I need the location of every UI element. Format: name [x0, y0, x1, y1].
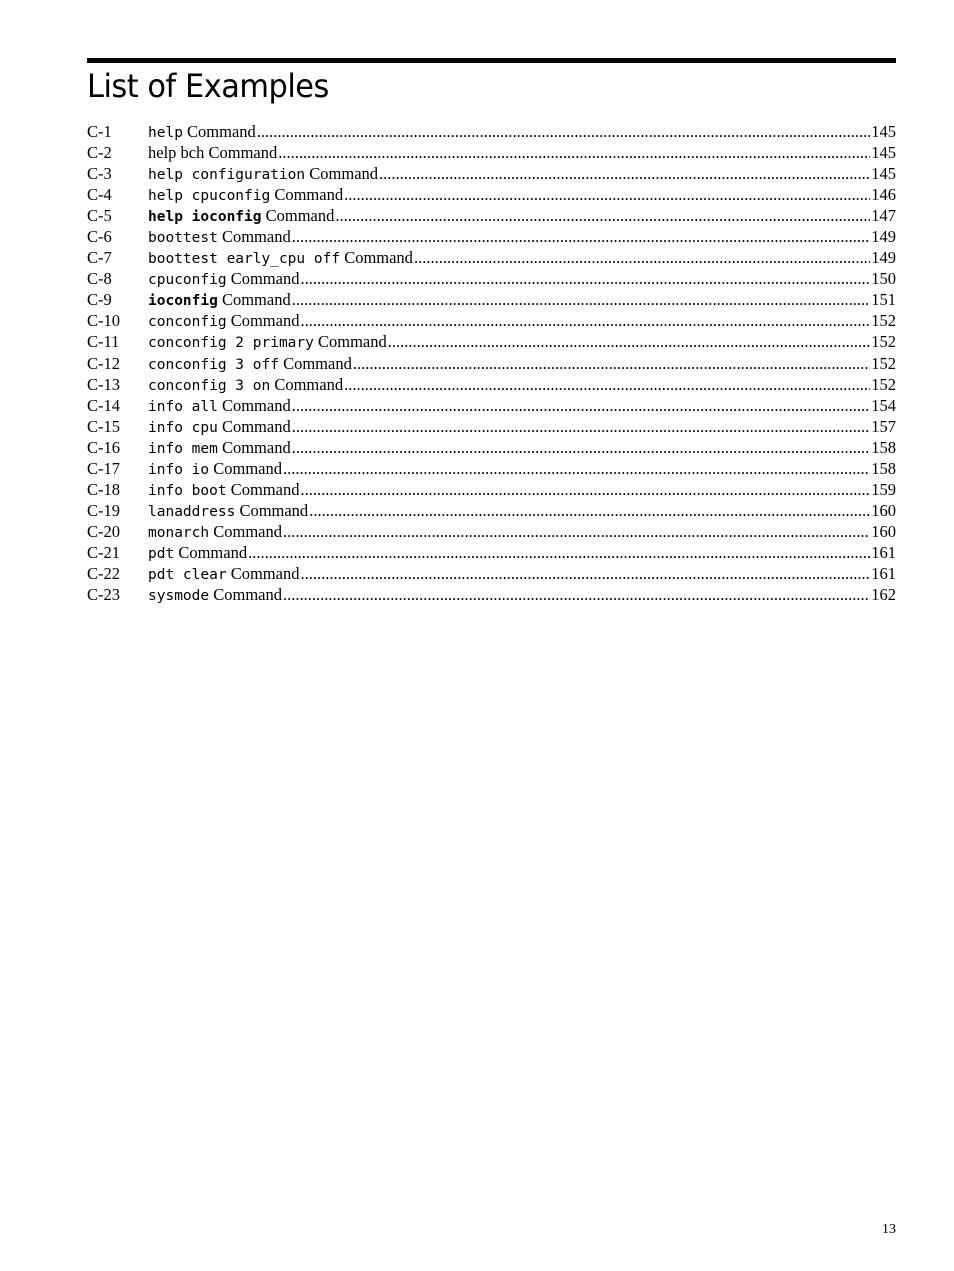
- example-entry[interactable]: [87, 354, 896, 375]
- example-command-code: conconfig 3 on: [148, 377, 271, 394]
- example-entry[interactable]: [87, 375, 896, 396]
- example-number: C-3: [87, 164, 112, 184]
- example-page-number[interactable]: 146: [871, 185, 896, 205]
- dot-leader: [300, 311, 870, 331]
- dot-leader: [278, 143, 870, 163]
- example-number: C-18: [87, 479, 120, 499]
- example-command-code: ioconfig: [148, 293, 218, 310]
- dot-leader: [283, 585, 870, 605]
- example-entry[interactable]: [87, 290, 896, 311]
- example-title-text: Command: [221, 395, 291, 415]
- example-title-text: Command: [239, 500, 309, 520]
- example-number: C-6: [87, 227, 112, 247]
- example-command-code: help cpuconfig: [148, 188, 271, 205]
- example-title[interactable]: [148, 396, 291, 416]
- example-title-text: Command: [213, 585, 282, 605]
- example-title[interactable]: [148, 185, 343, 205]
- dot-leader: [292, 438, 871, 458]
- example-entry[interactable]: [87, 311, 896, 332]
- example-page-number[interactable]: 154: [871, 395, 896, 415]
- example-entry[interactable]: [87, 522, 896, 543]
- example-title[interactable]: [148, 206, 334, 226]
- example-entry[interactable]: [87, 480, 896, 501]
- dot-leader: [309, 501, 870, 521]
- example-title[interactable]: [148, 501, 308, 521]
- example-entry[interactable]: [87, 543, 896, 564]
- example-title[interactable]: [148, 354, 352, 374]
- example-entry[interactable]: [87, 459, 896, 480]
- example-page-number[interactable]: 147: [871, 206, 896, 226]
- dot-leader: [292, 227, 871, 247]
- example-number: C-5: [87, 206, 112, 226]
- example-title[interactable]: [148, 543, 247, 563]
- example-entry[interactable]: [87, 143, 896, 164]
- dot-leader: [248, 543, 870, 563]
- example-title-text: help bch Command: [148, 143, 278, 163]
- dot-leader: [353, 354, 870, 374]
- example-entry[interactable]: [87, 417, 896, 438]
- example-title-text: Command: [283, 353, 352, 373]
- example-title[interactable]: [148, 290, 291, 310]
- example-page-number[interactable]: 158: [871, 458, 896, 478]
- dot-leader: [300, 480, 870, 500]
- example-command-code: info mem: [148, 440, 218, 457]
- example-page-number[interactable]: 160: [871, 500, 896, 520]
- example-title-text: Command: [221, 437, 291, 457]
- example-command-code: boottest early_cpu off: [148, 251, 341, 268]
- example-command-code: conconfig 2 primary: [148, 335, 314, 352]
- example-entry[interactable]: [87, 396, 896, 417]
- dot-leader: [300, 564, 870, 584]
- example-command-code: info cpu: [148, 419, 218, 436]
- dot-leader: [292, 417, 871, 437]
- example-title[interactable]: [148, 459, 282, 479]
- example-number: C-4: [87, 185, 112, 205]
- example-title-text: Command: [318, 332, 387, 352]
- example-number: C-21: [87, 542, 120, 562]
- example-entry[interactable]: [87, 332, 896, 353]
- example-page-number[interactable]: 152: [871, 374, 896, 394]
- example-command-code: pdt clear: [148, 566, 227, 583]
- example-title-text: Command: [178, 542, 248, 562]
- example-number: C-12: [87, 353, 120, 373]
- example-entry[interactable]: [87, 438, 896, 459]
- example-entry[interactable]: [87, 501, 896, 522]
- example-title[interactable]: [148, 248, 413, 268]
- dot-leader: [414, 248, 870, 268]
- example-title-text: Command: [230, 311, 300, 331]
- example-command-code: conconfig 3 off: [148, 356, 279, 373]
- example-title-text: Command: [274, 374, 344, 394]
- example-title-text: Command: [230, 479, 300, 499]
- example-command-code: help configuration: [148, 167, 306, 184]
- page-title: List of Examples: [87, 67, 329, 105]
- example-page-number[interactable]: 161: [871, 563, 896, 583]
- example-title[interactable]: [148, 585, 282, 605]
- example-entry[interactable]: [87, 269, 896, 290]
- example-title-text: Command: [309, 164, 379, 184]
- example-title-text: Command: [213, 521, 282, 541]
- example-number: C-8: [87, 269, 112, 289]
- example-title[interactable]: [148, 143, 277, 163]
- dot-leader: [283, 522, 870, 542]
- header-rule: [87, 58, 896, 63]
- dot-leader: [335, 206, 870, 226]
- example-number: C-17: [87, 458, 120, 478]
- example-entry[interactable]: [87, 227, 896, 248]
- dot-leader: [292, 290, 871, 310]
- example-number: C-10: [87, 311, 120, 331]
- example-page-number[interactable]: 161: [871, 542, 896, 562]
- example-title[interactable]: [148, 122, 256, 142]
- example-page-number[interactable]: 145: [871, 143, 896, 163]
- dot-leader: [257, 122, 870, 142]
- dot-leader: [388, 332, 871, 352]
- examples-list: [87, 122, 896, 606]
- example-page-number[interactable]: 151: [871, 290, 896, 310]
- example-title[interactable]: [148, 227, 291, 247]
- example-title[interactable]: [148, 480, 299, 500]
- example-page-number[interactable]: 149: [871, 227, 896, 247]
- example-page-number[interactable]: 160: [871, 521, 896, 541]
- example-page-number[interactable]: 152: [871, 332, 896, 352]
- example-title[interactable]: [148, 375, 343, 395]
- example-number: C-15: [87, 416, 120, 436]
- example-entry[interactable]: [87, 248, 896, 269]
- example-command-code: pdt: [148, 545, 175, 562]
- example-title[interactable]: [148, 564, 299, 584]
- example-command-code: help ioconfig: [148, 209, 262, 226]
- dot-leader: [292, 396, 871, 416]
- example-title-text: Command: [344, 248, 413, 268]
- example-entry[interactable]: [87, 164, 896, 185]
- example-number: C-7: [87, 248, 112, 268]
- example-title-text: Command: [230, 269, 300, 289]
- example-entry[interactable]: [87, 206, 896, 227]
- example-number: C-16: [87, 437, 120, 457]
- example-command-code: info all: [148, 398, 218, 415]
- example-title-text: Command: [230, 563, 300, 583]
- example-page-number[interactable]: 145: [871, 122, 896, 141]
- example-number: C-11: [87, 332, 120, 352]
- example-page-number[interactable]: 149: [871, 248, 896, 268]
- example-title-text: Command: [187, 122, 256, 141]
- example-title-text: Command: [221, 290, 291, 310]
- example-command-code: conconfig: [148, 314, 227, 331]
- example-page-number[interactable]: 157: [871, 416, 896, 436]
- example-number: C-9: [87, 290, 112, 310]
- example-title-text: Command: [221, 416, 291, 436]
- dot-leader: [344, 375, 870, 395]
- example-command-code: boottest: [148, 230, 218, 247]
- example-number: C-20: [87, 521, 120, 541]
- example-number: C-13: [87, 374, 120, 394]
- dot-leader: [344, 185, 870, 205]
- example-entry[interactable]: [87, 185, 896, 206]
- dot-leader: [300, 269, 870, 289]
- example-number: C-19: [87, 500, 120, 520]
- example-title[interactable]: [148, 417, 291, 437]
- example-entry[interactable]: [87, 122, 896, 143]
- example-command-code: info boot: [148, 482, 227, 499]
- example-page-number[interactable]: 162: [871, 585, 896, 605]
- example-page-number[interactable]: 152: [871, 353, 896, 373]
- example-command-code: cpuconfig: [148, 272, 227, 289]
- dot-leader: [379, 164, 870, 184]
- example-title[interactable]: [148, 522, 282, 542]
- example-entry[interactable]: [87, 564, 896, 585]
- example-command-code: sysmode: [148, 588, 210, 605]
- example-page-number[interactable]: 150: [871, 269, 896, 289]
- example-page-number[interactable]: 159: [871, 479, 896, 499]
- example-number: C-1: [87, 122, 112, 141]
- example-page-number[interactable]: 145: [871, 164, 896, 184]
- dot-leader: [283, 459, 870, 479]
- example-command-code: info io: [148, 461, 210, 478]
- example-page-number[interactable]: 158: [871, 437, 896, 457]
- page-number: 13: [882, 1222, 896, 1237]
- example-title[interactable]: [148, 438, 291, 458]
- example-title[interactable]: [148, 164, 378, 184]
- example-number: C-22: [87, 563, 120, 583]
- example-entry[interactable]: [87, 585, 896, 606]
- example-command-code: help: [148, 125, 183, 141]
- example-command-code: lanaddress: [148, 503, 236, 520]
- example-title-text: Command: [274, 185, 344, 205]
- example-number: C-14: [87, 395, 120, 415]
- example-title[interactable]: [148, 269, 299, 289]
- example-title[interactable]: [148, 311, 299, 331]
- example-number: C-23: [87, 585, 120, 605]
- example-page-number[interactable]: 152: [871, 311, 896, 331]
- example-title-text: Command: [221, 227, 291, 247]
- example-command-code: monarch: [148, 524, 210, 541]
- example-number: C-2: [87, 143, 112, 163]
- example-title-text: Command: [213, 458, 282, 478]
- example-title[interactable]: [148, 332, 387, 352]
- example-title-text: Command: [265, 206, 335, 226]
